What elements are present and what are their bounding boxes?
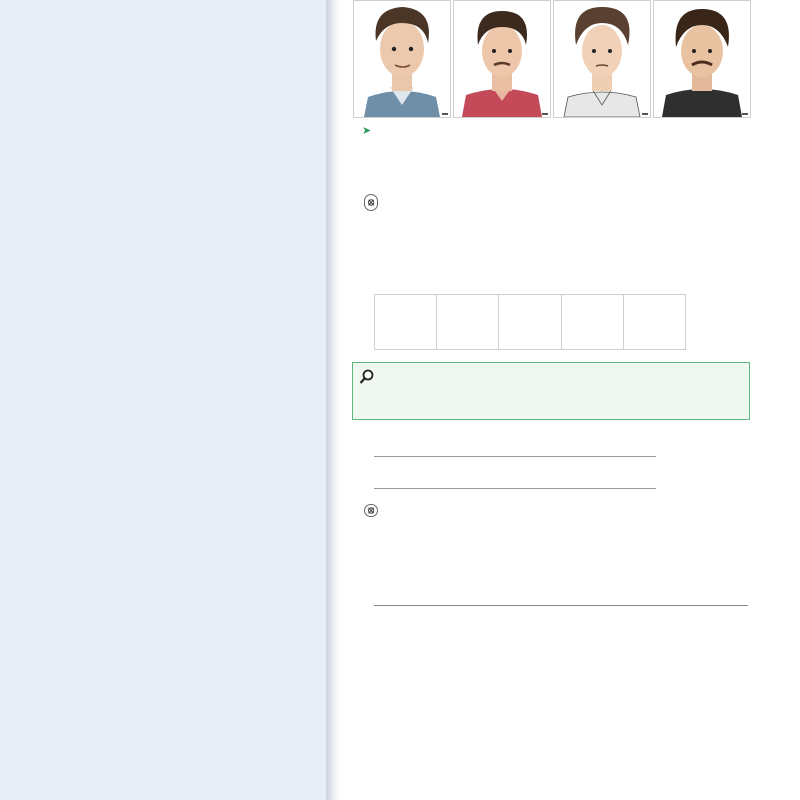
- magnifier-icon: [359, 369, 375, 385]
- section-heading: [356, 165, 364, 182]
- answer-cell[interactable]: [499, 295, 561, 350]
- face-number: [542, 113, 548, 115]
- face-number: [742, 113, 748, 115]
- answer-cell[interactable]: [375, 295, 437, 350]
- answer-cell[interactable]: [561, 295, 623, 350]
- arrow-right-icon: ➤: [362, 125, 372, 137]
- audio-track-icon[interactable]: ⦻: [364, 504, 378, 517]
- task-a: [356, 194, 748, 211]
- quiz-divider: [374, 605, 748, 606]
- left-page: [0, 0, 326, 800]
- answer-cell[interactable]: [437, 295, 499, 350]
- face-3: [553, 0, 651, 118]
- vocab-bank-line: [356, 124, 371, 137]
- book-spine: [326, 0, 340, 800]
- task-b: [356, 431, 366, 446]
- caricature-faces: [353, 0, 751, 116]
- answer-cell[interactable]: [623, 295, 685, 350]
- task-d: [356, 566, 736, 581]
- audio-track-icon[interactable]: ⦻: [364, 194, 378, 211]
- face-2: [453, 0, 551, 118]
- face-number: [642, 113, 648, 115]
- face-number: [442, 113, 448, 115]
- diphthongs-tip-box: [352, 362, 750, 420]
- diphthong-table: [374, 238, 686, 350]
- paper-chain-people-icon: [586, 712, 756, 800]
- task-c: [356, 502, 748, 517]
- face-4: [653, 0, 751, 118]
- word-box: [374, 456, 656, 490]
- paper-chain-people-icon: [374, 610, 750, 654]
- face-1: [353, 0, 451, 118]
